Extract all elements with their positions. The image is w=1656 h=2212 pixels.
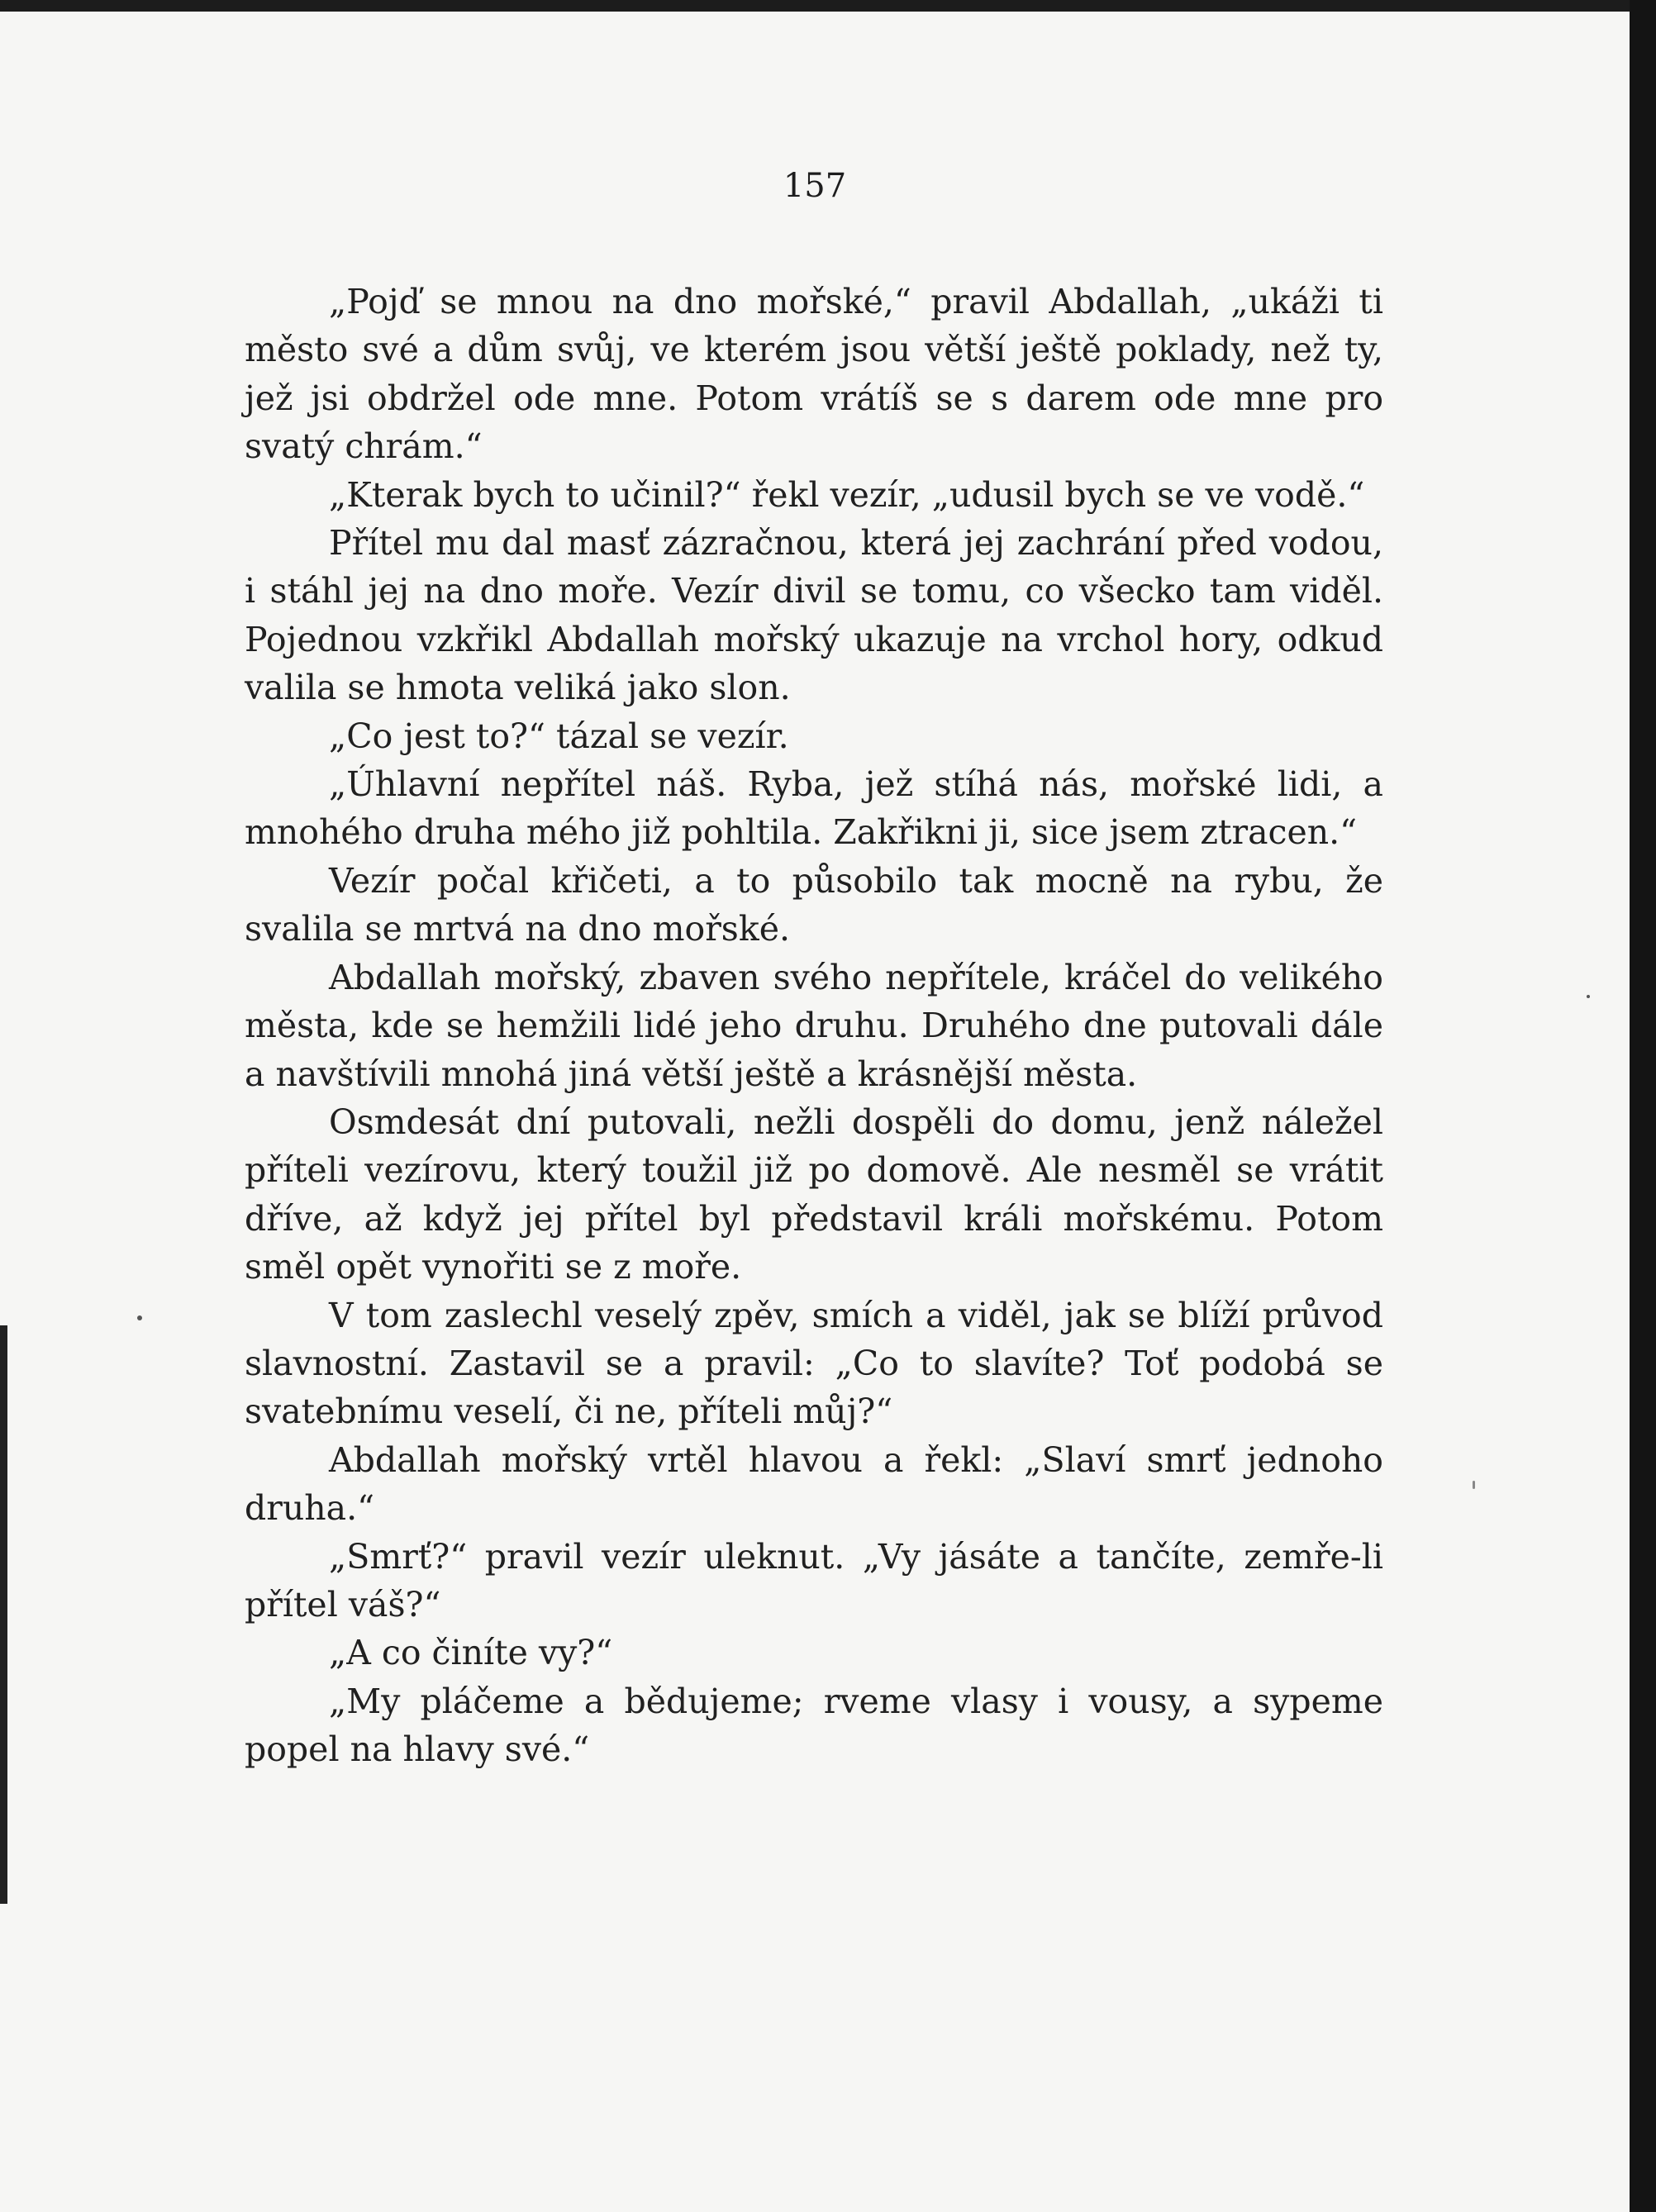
paragraph: Vezír počal křičeti, a to působilo tak mocně na rybu, že svalila se mrtvá na dno mořské. [245,860,1383,949]
book-page [0,12,1630,2212]
paragraph: „Pojď se mnou na dno mořské,“ pravil Abdallah, „ukáži ti město své a dům svůj, ve kterém jsou větší ještě poklady, než ty, jež jsi obdržel ode mne. Potom vrátíš se s darem ode mne pro svatý chrám.“ [245,282,1383,467]
scan-right-edge [1630,0,1656,2212]
page-number: 157 [783,167,847,205]
paragraph: „Kterak bych to učinil?“ řekl vezír, „udusil bych se ve vodě.“ [329,474,1365,515]
scan-speck [1473,1481,1475,1489]
paragraph: Abdallah mořský, zbaven svého nepřítele, kráčel do velikého města, kde se hemžili lidé jeho druhu. Druhého dne putovali dále a navštívili mnohá jiná větší ještě a krásnější města. [245,957,1383,1094]
paragraph: „My pláčeme a bědujeme; rveme vlasy i vousy, a sypeme popel na hlavy své.“ [245,1681,1383,1770]
paragraph: „Úhlavní nepřítel náš. Ryba, jež stíhá nás, mořské lidi, a mnohého druha mého již pohltila. Zakřikni ji, sice jsem ztracen.“ [245,764,1383,853]
body-text [245,278,1383,1774]
paragraph: „Co jest to?“ tázal se vezír. [329,716,789,756]
scan-speck [1587,995,1590,998]
scan-top-edge [0,0,1656,12]
paragraph: „Smrť?“ pravil vezír uleknut. „Vy jásáte a tančíte, zemře-li přítel váš?“ [245,1536,1383,1625]
paragraph: „A co činíte vy?“ [329,1633,613,1673]
scan-left-shadow [0,1325,7,1904]
paragraph: V tom zaslechl veselý zpěv, smích a viděl, jak se blíží průvod slavnostní. Zastavil se a pravil: „Co to slavíte? Toť podobá se svatebnímu veselí, či ne, příteli můj?“ [245,1295,1383,1432]
paragraph: Přítel mu dal masť zázračnou, která jej zachrání před vodou, i stáhl jej na dno moře. Vezír divil se tomu, co všecko tam viděl. Pojednou vzkřikl Abdallah mořský ukazuje na vrchol hory, odkud valila se hmota veliká jako slon. [245,523,1383,708]
paragraph: Abdallah mořský vrtěl hlavou a řekl: „Slaví smrť jednoho druha.“ [245,1439,1383,1529]
paragraph: Osmdesát dní putovali, nežli dospěli do domu, jenž náležel příteli vezírovu, který toužil již po domově. Ale nesměl se vrátit dříve, až když jej přítel byl představil králi mořskému. Potom směl opět vynořiti se z moře. [245,1101,1383,1287]
scan-speck [137,1315,142,1320]
